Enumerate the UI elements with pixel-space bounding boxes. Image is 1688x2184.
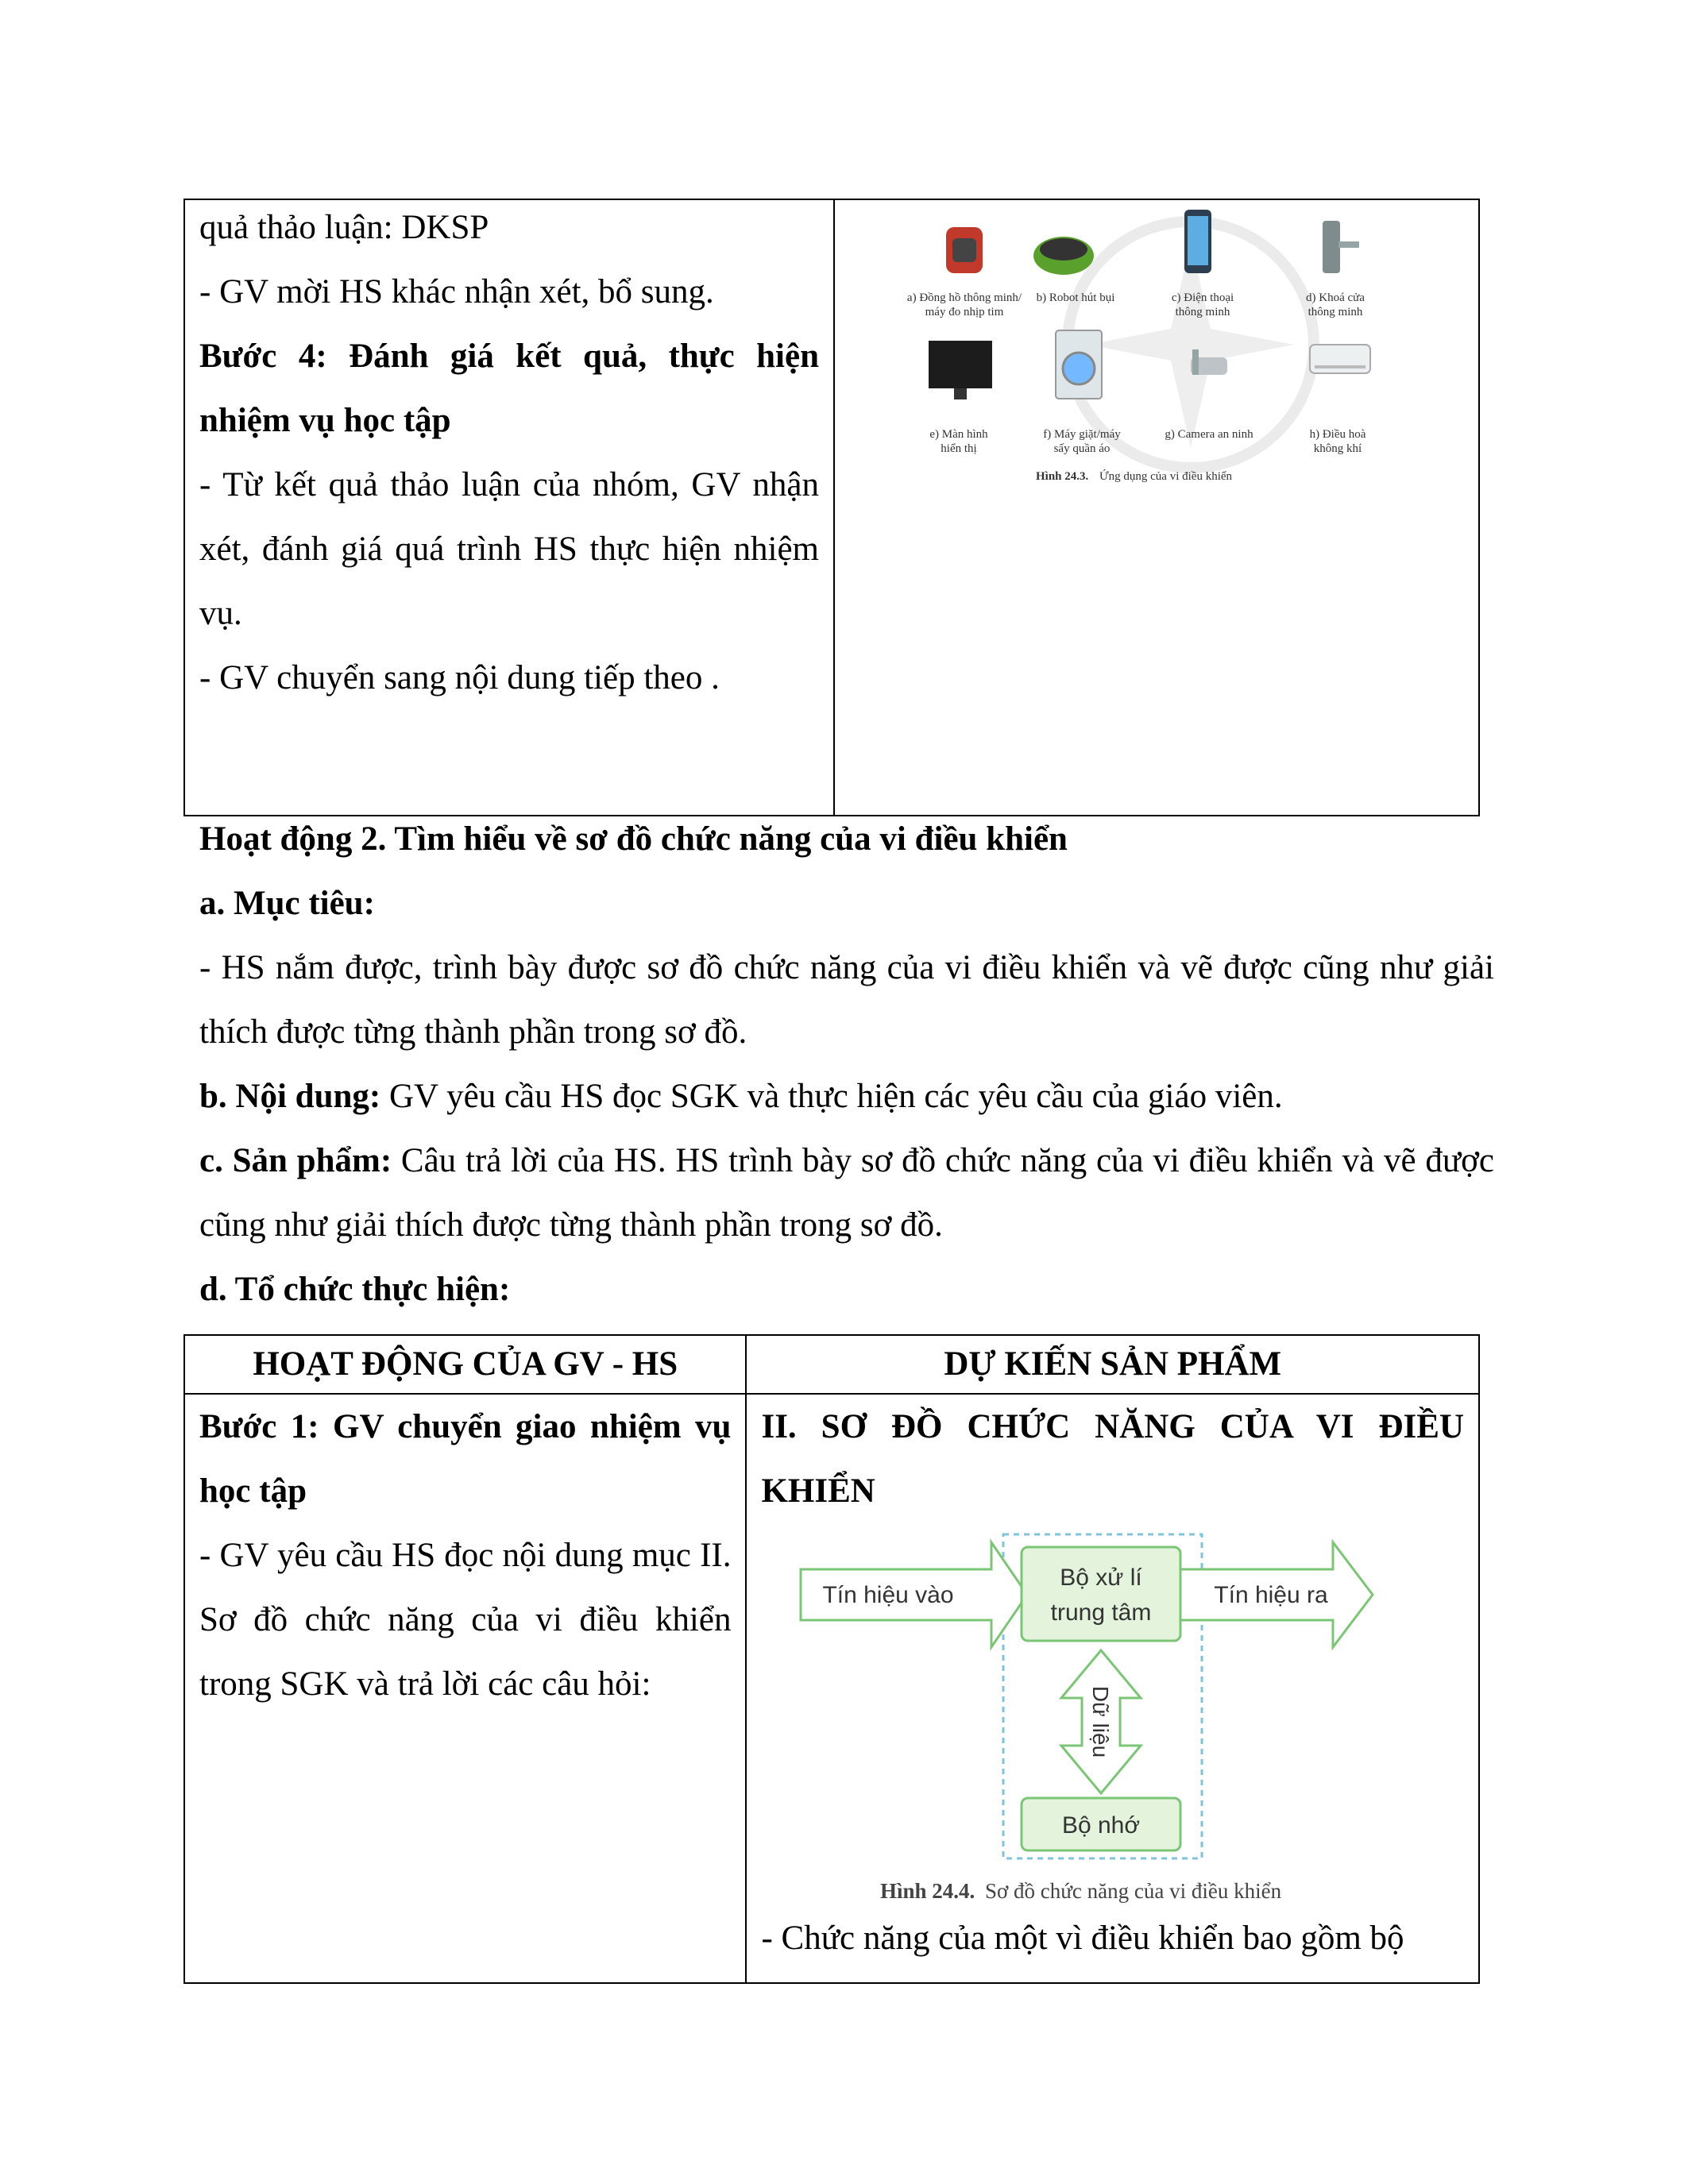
robot-vacuum-icon xyxy=(1033,237,1094,275)
item-label: f) Máy giặt/máy xyxy=(1043,428,1121,441)
section-title: II. SƠ ĐỒ CHỨC NĂNG CỦA VI ĐIỀU KHIỂN xyxy=(761,1408,1464,1510)
table-continuation xyxy=(183,199,1480,816)
smartwatch-icon xyxy=(946,227,983,273)
monitor-icon xyxy=(929,341,992,399)
step1-text: - GV yêu cầu HS đọc nội dung mục II. Sơ đồ chức năng của vi điều khiển trong SGK và trả lời các câu hỏi: xyxy=(199,1537,732,1703)
product-text: Câu trả lời của HS. HS trình bày sơ đồ chức năng của vi điều khiển và vẽ được cũng như giải thích được từng thành phần trong sơ đồ. xyxy=(199,1142,1494,1244)
content-label: b. Nội dung: xyxy=(199,1078,381,1115)
item-label: d) Khoá cửa xyxy=(1306,291,1365,304)
content-line xyxy=(199,1064,1494,1129)
left-cell xyxy=(184,1394,746,1983)
item-label: hiển thị xyxy=(941,442,977,455)
item-label: h) Điều hoà xyxy=(1309,428,1366,441)
item-label: thông minh xyxy=(1175,306,1230,318)
figure-caption-label: Hình 24.4. xyxy=(880,1879,975,1903)
cpu-box xyxy=(1022,1547,1180,1641)
paragraph: - Từ kết quả thảo luận của nhóm, GV nhận xét, đánh giá quá trình HS thực hiện nhiệm vụ. xyxy=(199,466,819,632)
paragraph: - GV chuyển sang nội dung tiếp theo . xyxy=(199,659,720,696)
content-text: GV yêu cầu HS đọc SGK và thực hiện các yêu cầu của giáo viên. xyxy=(380,1078,1283,1115)
item-label: sấy quần áo xyxy=(1053,442,1111,455)
text-line: - GV mời HS khác nhận xét, bổ sung. xyxy=(199,273,714,311)
right-cell xyxy=(746,1394,1479,1983)
figure-caption-text: Sơ đồ chức năng của vi điều khiển xyxy=(985,1879,1282,1903)
item-label: c) Điện thoại xyxy=(1171,291,1234,304)
step1-title: Bước 1: GV chuyển giao nhiệm vụ học tập xyxy=(199,1408,732,1510)
function-diagram xyxy=(785,1531,1389,1912)
input-label: Tín hiệu vào xyxy=(822,1582,955,1608)
item-label: thông minh xyxy=(1308,306,1363,318)
figure-24-3 xyxy=(897,210,1437,488)
activity-2-section xyxy=(199,807,1494,1322)
item-label: e) Màn hình xyxy=(929,428,988,441)
memory-label: Bộ nhớ xyxy=(1062,1812,1141,1839)
item-label: b) Robot hút bụi xyxy=(1036,291,1115,304)
org-label: d. Tổ chức thực hiện: xyxy=(199,1271,511,1308)
door-lock-icon xyxy=(1323,221,1359,273)
left-cell xyxy=(184,199,834,816)
item-label: g) Camera an ninh xyxy=(1165,428,1253,441)
smartphone-icon xyxy=(1184,210,1211,273)
figure-caption-text: Ứng dụng của vi điều khiển xyxy=(1099,470,1233,483)
header-right: DỰ KIẾN SẢN PHẨM xyxy=(746,1335,1479,1394)
product-label: c. Sản phẩm: xyxy=(199,1142,392,1179)
item-label: không khí xyxy=(1313,442,1362,455)
cpu-label: Bộ xử lí xyxy=(1060,1565,1143,1591)
step4-title: Bước 4: Đánh giá kết quả, thực hiện nhiệm vụ học tập xyxy=(199,338,819,439)
text-line: quả thảo luận: DKSP xyxy=(199,209,489,246)
output-label: Tín hiệu ra xyxy=(1214,1582,1329,1608)
activity-table xyxy=(183,1334,1480,1984)
right-cell xyxy=(834,199,1479,816)
cpu-label: trung tâm xyxy=(1051,1599,1152,1626)
washing-machine-icon xyxy=(1056,330,1102,399)
product-line xyxy=(199,1129,1494,1257)
goal-text: - HS nắm được, trình bày được sơ đồ chức năng của vi điều khiển và vẽ được cũng như giải thích được từng thành phần trong sơ đồ. xyxy=(199,949,1494,1051)
item-label: máy đo nhịp tim xyxy=(925,306,1004,318)
figure-caption-label: Hình 24.3. xyxy=(1036,470,1089,483)
item-label: a) Đồng hồ thông minh/ xyxy=(906,291,1022,304)
goal-label: a. Mục tiêu: xyxy=(199,885,375,922)
air-conditioner-icon xyxy=(1310,345,1370,373)
data-label: Dữ liệu xyxy=(1088,1685,1114,1758)
header-left: HOẠT ĐỘNG CỦA GV - HS xyxy=(184,1335,746,1394)
last-line: - Chức năng của một vì điều khiển bao gồm bộ xyxy=(761,1920,1404,1957)
activity-title: Hoạt động 2. Tìm hiểu về sơ đồ chức năng của vi điều khiển xyxy=(199,820,1068,858)
